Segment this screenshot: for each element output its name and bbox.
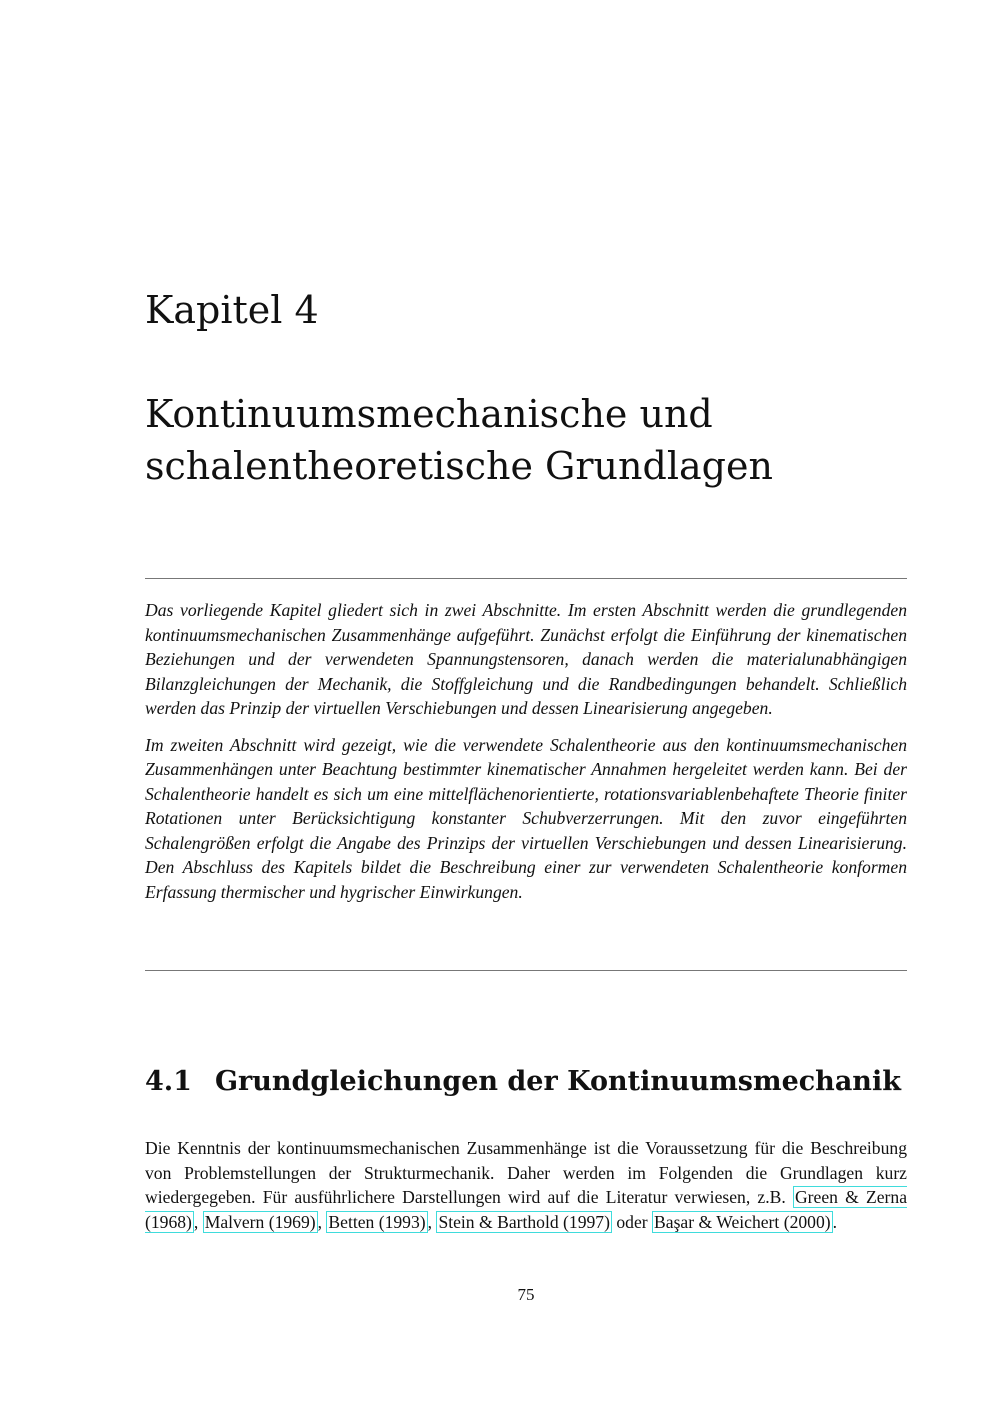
separator: ,: [427, 1211, 437, 1232]
section-number: 4.1: [145, 1066, 192, 1097]
citation-link[interactable]: Betten (1993): [328, 1211, 426, 1232]
abstract-bottom-rule: [145, 970, 907, 971]
section-title: Grundgleichungen der Kontinuumsmechanik: [215, 1066, 901, 1097]
separator: ,: [317, 1211, 327, 1232]
citation-link[interactable]: Green & Zerna (1968): [145, 1187, 907, 1232]
body-intro-text: Die Kenntnis der kontinuumsmechanischen Zusammenhänge ist die Voraussetzung für die Beschreibung von Problemstellungen der Strukturmechanik. Daher werden im Folgenden die Grundlagen kurz wiedergegeben. Für ausführlichere Darstellungen wird auf die Literatur verwiesen, z.B.: [145, 1138, 907, 1207]
citation-link[interactable]: Stein & Barthold (1997): [438, 1211, 610, 1232]
chapter-abstract: [145, 598, 907, 916]
abstract-paragraph-1: Das vorliegende Kapitel gliedert sich in zwei Abschnitte. Im ersten Abschnitt werden die grundlegenden kontinuumsmechanischen Zusammenhänge aufgeführt. Zunächst erfolgt die Einführung der kinematischen Beziehungen und der verwendeten Spannungstensoren, danach werden die materialunabhängigen Bilanzgleichungen der Mechanik, die Stoffgleichung und die Randbedingungen behandelt. Schließlich werden das Prinzip der virtuellen Verschiebungen und dessen Linearisierung angegeben.: [145, 600, 907, 718]
abstract-paragraph-2: Im zweiten Abschnitt wird gezeigt, wie die verwendete Schalentheorie aus den kontinuumsmechanischen Zusammenhängen unter Beachtung bestimmter kinematischer Annahmen hergeleitet werden kann. Bei der Schalentheorie handelt es sich um eine mittelflächenorientierte, rotationsvariablenbehaftete Theorie finiter Rotationen unter Berücksichtigung konstanter Schubverzerrungen. Mit den zuvor eingeführten Schalengrößen erfolgt die Angabe des Prinzips der virtuellen Verschiebungen und dessen Linearisierung. Den Abschluss des Kapitels bildet die Beschreibung einer zur verwendeten Schalentheorie konformen Erfassung thermischer und hygrischer Einwirkungen.: [145, 734, 907, 902]
separator: oder: [611, 1211, 653, 1232]
abstract-top-rule: [145, 578, 907, 579]
citation-link[interactable]: Malvern (1969): [204, 1211, 316, 1232]
chapter-title-line-1: Kontinuumsmechanische und: [145, 392, 713, 436]
chapter-label: Kapitel 4: [145, 288, 319, 332]
chapter-title-line-2: schalentheoretische Grundlagen: [145, 444, 773, 488]
separator: ,: [193, 1211, 203, 1232]
section-body-paragraph: [145, 1136, 907, 1234]
citation-link[interactable]: Başar & Weichert (2000): [654, 1211, 831, 1232]
chapter-title: [145, 388, 907, 492]
page-number: 75: [517, 1285, 535, 1304]
section-heading: [145, 1066, 901, 1098]
separator: .: [832, 1211, 838, 1232]
